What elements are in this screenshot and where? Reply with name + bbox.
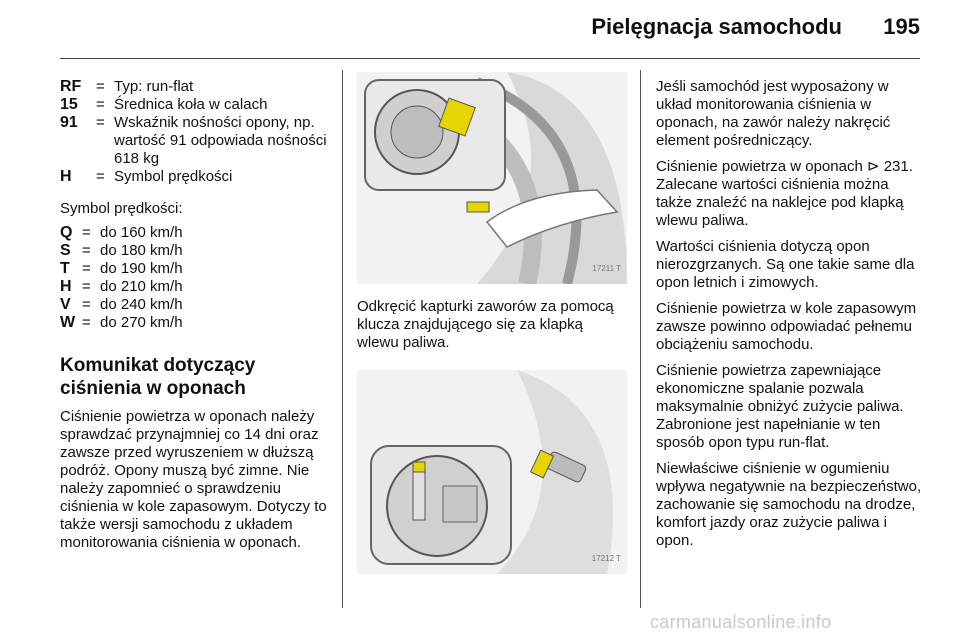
speed-val: do 180 km/h <box>100 242 183 259</box>
def-val: Wskaźnik nośności opony, np. wartość 91 odpowiada nośności 618 kg <box>114 114 327 167</box>
def-val: Symbol prędkości <box>114 168 233 185</box>
figure-adapter-illustration <box>357 370 627 574</box>
section-heading: Komunikat dotyczący ciśnienia w oponach <box>60 355 256 399</box>
paragraph-eco-pressure: Ciśnienie powietrza zapewniające ekonomiczne spalanie pozwala maksymalnie obniżyć zużycie paliwa. Zabronione jest napełnianie w ten sposób opon typu run-flat. <box>656 362 904 451</box>
paragraph-cold-tyres: Wartości ciśnienia dotyczą opon nierozgrzanych. Są one takie same dla opon letnich i zimowych. <box>656 238 915 291</box>
speed-key: H <box>60 278 72 295</box>
def-key: H <box>60 168 72 185</box>
figure-adapter <box>357 370 627 574</box>
watermark: carmanualsonline.info <box>650 612 832 632</box>
speed-key: W <box>60 314 76 331</box>
speed-val: do 190 km/h <box>100 260 183 277</box>
speed-eq: = <box>82 278 91 295</box>
speed-eq: = <box>82 314 91 331</box>
paragraph-pressure-ref: Ciśnienie powietrza w oponach ⊳ 231. Zalecane wartości ciśnienia można także znaleźć na naklejce pod klapką wlewu paliwa. <box>656 158 913 229</box>
tyre-code-list <box>60 78 330 186</box>
figure-caption: Odkręcić kapturki zaworów za pomocą klucza znajdującego się za klapką wlewu paliwa. <box>357 298 614 351</box>
speed-val: do 240 km/h <box>100 296 183 313</box>
def-row <box>60 114 330 168</box>
def-eq: = <box>96 168 105 185</box>
speed-key: T <box>60 260 70 277</box>
speed-row <box>60 260 330 278</box>
speed-val: do 210 km/h <box>100 278 183 295</box>
header-rule <box>60 58 920 59</box>
speed-eq: = <box>82 296 91 313</box>
def-eq: = <box>96 96 105 113</box>
figure-valve-cap <box>357 72 627 284</box>
speed-row <box>60 314 330 332</box>
speed-eq: = <box>82 224 91 241</box>
section-paragraph: Ciśnienie powietrza w oponach należy sprawdzać przynajmniej co 14 dni oraz zawsze przed wyruszeniem w dłuższą podróż. Opony muszą być zimne. Nie należy zapomnieć o sprawdzeniu ciśnienia w kole zapasowym. Dotyczy to także wersji samochodu z układem monitorowania ciśnienia w oponach. <box>60 408 327 551</box>
speed-val: do 270 km/h <box>100 314 183 331</box>
def-eq: = <box>96 114 105 131</box>
figure-valve-cap-illustration <box>357 72 627 284</box>
column-3 <box>656 78 926 550</box>
page-title: Pielęgnacja samochodu <box>591 14 842 39</box>
def-row <box>60 168 330 186</box>
speed-row <box>60 242 330 260</box>
speed-intro: Symbol prędkości: <box>60 200 183 217</box>
paragraph-spare-wheel: Ciśnienie powietrza w kole zapasowym zawsze powinno odpowiadać pełnemu obciążeniu samochodu. <box>656 300 917 353</box>
speed-key: V <box>60 296 71 313</box>
column-2 <box>357 72 627 574</box>
def-val: Typ: run-flat <box>114 78 194 95</box>
figure-code: 17212 T <box>591 554 621 563</box>
speed-key: Q <box>60 224 73 241</box>
paragraph-monitoring: Jeśli samochód jest wyposażony w układ monitorowania ciśnienia w oponach, na zawór należy nakręcić element pośredniczący. <box>656 78 891 149</box>
column-divider-1 <box>342 70 343 608</box>
def-key: 15 <box>60 96 78 113</box>
paragraph-wrong-pressure: Niewłaściwe ciśnienie w ogumieniu wpływa negatywnie na bezpieczeństwo, zachowanie się samochodu na drodze, komfort jazdy oraz zużycie paliwa i opon. <box>656 460 922 549</box>
def-key: RF <box>60 78 82 95</box>
column-divider-2 <box>640 70 641 608</box>
speed-row <box>60 224 330 242</box>
def-key: 91 <box>60 114 78 131</box>
column-1 <box>60 78 330 552</box>
speed-eq: = <box>82 260 91 277</box>
figure-code: 17211 T <box>592 264 621 273</box>
def-eq: = <box>96 78 105 95</box>
def-row <box>60 96 330 114</box>
speed-eq: = <box>82 242 91 259</box>
speed-row <box>60 296 330 314</box>
speed-row <box>60 278 330 296</box>
speed-key: S <box>60 242 71 259</box>
page-number: 195 <box>883 14 920 39</box>
speed-list <box>60 224 330 332</box>
def-row <box>60 78 330 96</box>
def-val: Średnica koła w calach <box>114 96 268 113</box>
speed-val: do 160 km/h <box>100 224 183 241</box>
